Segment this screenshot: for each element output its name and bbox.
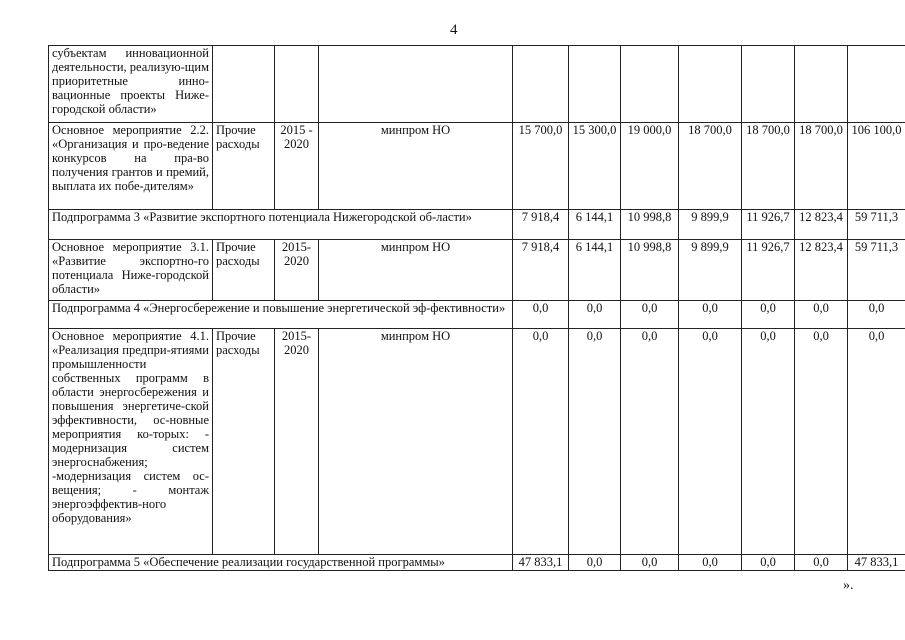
amount-cell: 0,0: [569, 555, 621, 571]
amount-cell: 7 918,4: [513, 210, 569, 240]
amount-cell: 0,0: [742, 301, 795, 329]
amount-cell: 12 823,4: [795, 210, 848, 240]
amount-cell: [621, 46, 679, 123]
amount-cell: 10 998,8: [621, 210, 679, 240]
subprogram-title: Подпрограмма 5 «Обеспечение реализации государственной программы»: [49, 555, 513, 571]
subprogram-row: [49, 301, 905, 329]
amount-cell: 15 700,0: [513, 123, 569, 210]
subprogram-title: Подпрограмма 4 «Энергосбережение и повышение энергетической эф-фективности»: [49, 301, 513, 329]
amount-cell: 9 899,9: [679, 210, 742, 240]
amount-cell: 0,0: [621, 329, 679, 555]
budget-table: [48, 45, 905, 571]
amount-cell: 59 711,3: [848, 240, 905, 301]
amount-cell: [795, 46, 848, 123]
amount-cell: 59 711,3: [848, 210, 905, 240]
expense-type: [213, 46, 275, 123]
amount-cell: 0,0: [795, 329, 848, 555]
executor: минпром НО: [319, 329, 513, 555]
amount-cell: 6 144,1: [569, 210, 621, 240]
subprogram-row: [49, 210, 905, 240]
amount-cell: 0,0: [848, 301, 905, 329]
subprogram-title: Подпрограмма 3 «Развитие экспортного потенциала Нижегородской об-ласти»: [49, 210, 513, 240]
amount-cell: 0,0: [795, 555, 848, 571]
amount-cell: 0,0: [621, 555, 679, 571]
activity-description: субъектам инновационной деятельности, реализую-щим приоритетные инно-вационные проекты Ниже-городской области»: [49, 46, 213, 123]
amount-cell: 0,0: [848, 329, 905, 555]
amount-cell: 0,0: [621, 301, 679, 329]
amount-cell: 11 926,7: [742, 210, 795, 240]
amount-cell: 9 899,9: [679, 240, 742, 301]
activity-row: [49, 46, 905, 123]
subprogram-row: [49, 555, 905, 571]
amount-cell: 18 700,0: [795, 123, 848, 210]
amount-cell: 0,0: [513, 329, 569, 555]
executor: [319, 46, 513, 123]
amount-cell: 0,0: [795, 301, 848, 329]
amount-cell: 0,0: [679, 301, 742, 329]
amount-cell: 6 144,1: [569, 240, 621, 301]
period: 2015 - 2020: [275, 123, 319, 210]
expense-type: Прочие расходы: [213, 329, 275, 555]
amount-cell: 47 833,1: [513, 555, 569, 571]
amount-cell: 0,0: [569, 329, 621, 555]
page-number: 4: [450, 22, 458, 38]
amount-cell: 7 918,4: [513, 240, 569, 301]
amount-cell: 0,0: [569, 301, 621, 329]
amount-cell: 12 823,4: [795, 240, 848, 301]
amount-cell: 0,0: [513, 301, 569, 329]
expense-type: Прочие расходы: [213, 123, 275, 210]
activity-row: [49, 123, 905, 210]
amount-cell: 47 833,1: [848, 555, 905, 571]
amount-cell: [679, 46, 742, 123]
amount-cell: 19 000,0: [621, 123, 679, 210]
activity-description: Основное мероприятие 2.2. «Организация и про-ведение конкурсов на пра-во получения грантов и премий, выплата их побе-дителям»: [49, 123, 213, 210]
executor: минпром НО: [319, 240, 513, 301]
amount-cell: [742, 46, 795, 123]
amount-cell: 15 300,0: [569, 123, 621, 210]
period: [275, 46, 319, 123]
activity-row: [49, 329, 905, 555]
amount-cell: 18 700,0: [679, 123, 742, 210]
amount-cell: 0,0: [742, 555, 795, 571]
expense-type: Прочие расходы: [213, 240, 275, 301]
amount-cell: 10 998,8: [621, 240, 679, 301]
amount-cell: [848, 46, 905, 123]
activity-description: Основное мероприятие 3.1. «Развитие экспортно-го потенциала Ниже-городской области»: [49, 240, 213, 301]
period: 2015- 2020: [275, 240, 319, 301]
amount-cell: 18 700,0: [742, 123, 795, 210]
activity-row: [49, 240, 905, 301]
activity-description: Основное мероприятие 4.1. «Реализация предпри-ятиями промышленности собственных программ в области энергосбережения и повышения энергетиче-ской эффективности, ос-новные мероприятия ко-торых: - модернизация систем энергоснабжения; -модернизация систем ос-вещения; - монтаж энергоэффектив-ного оборудования»: [49, 329, 213, 555]
amount-cell: 11 926,7: [742, 240, 795, 301]
closing-quote: ».: [843, 578, 854, 593]
amount-cell: [569, 46, 621, 123]
amount-cell: 0,0: [679, 555, 742, 571]
amount-cell: 0,0: [679, 329, 742, 555]
amount-cell: 0,0: [742, 329, 795, 555]
amount-cell: [513, 46, 569, 123]
period: 2015- 2020: [275, 329, 319, 555]
executor: минпром НО: [319, 123, 513, 210]
amount-cell: 106 100,0: [848, 123, 905, 210]
